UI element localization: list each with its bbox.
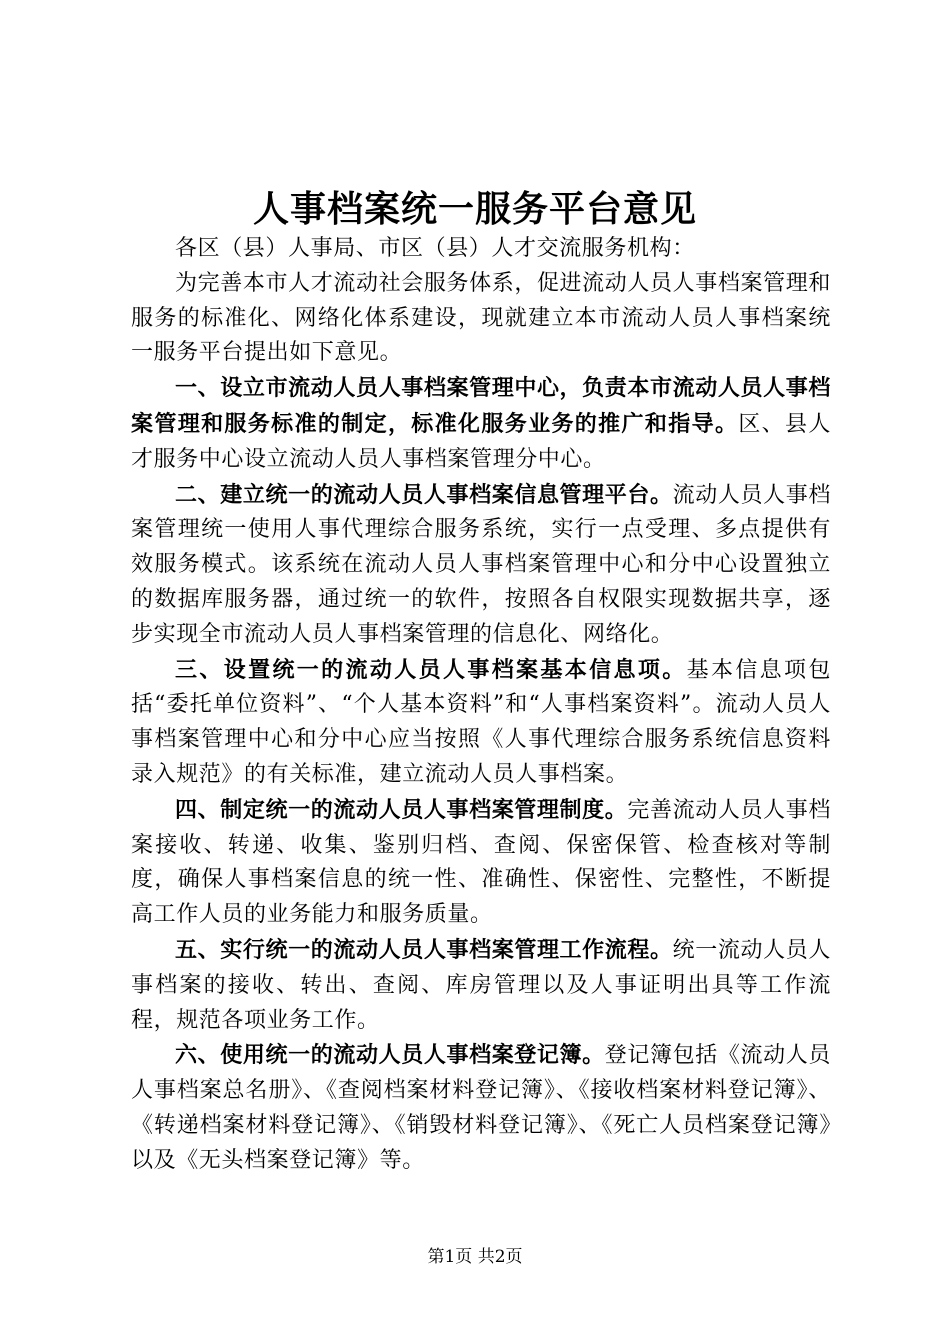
salutation: 各区（县）人事局、市区（县）人才交流服务机构：: [175, 236, 695, 261]
item-lead-1: 一、设立市流动人员人事档案管理中心，负责本市流动人员人事档案管理和服务标准的制定，标准化服务业务的推广和指导。: [131, 375, 831, 437]
item-paragraph-2: [131, 478, 831, 653]
item-paragraph-1: [131, 371, 831, 477]
item-lead-3: 三、设置统一的流动人员人事档案基本信息项。: [175, 656, 687, 683]
document-title: 人事档案统一服务平台意见: [252, 188, 697, 230]
item-paragraph-6: [131, 1038, 831, 1178]
intro-paragraph: 为完善本市人才流动社会服务体系，促进流动人员人事档案管理和服务的标准化、网络化体系建设，现就建立本市流动人员人事档案统一服务平台提出如下意见。: [131, 270, 831, 366]
item-paragraph-5: [131, 933, 831, 1038]
item-text-4: 完善流动人员人事档案接收、转递、收集、鉴别归档、查阅、保密保管、检查核对等制度，确保人事档案信息的统一性、准确性、保密性、完整性，不断提高工作人员的业务能力和服务质量。: [131, 797, 831, 928]
item-lead-4: 四、制定统一的流动人员人事档案管理制度。: [175, 796, 628, 823]
document-body: [131, 232, 831, 1179]
page-number-footer: 第1页 共2页: [427, 1247, 523, 1267]
item-lead-6: 六、使用统一的流动人员人事档案登记簿。: [175, 1042, 605, 1069]
item-text-1: 区、县人才服务中心设立流动人员人事档案管理分中心。: [131, 411, 831, 472]
item-text-2: 流动人员人事档案管理统一使用人事代理综合服务系统，实行一点受理、多点提供有效服务模式。该系统在流动人员人事档案管理中心和分中心设置独立的数据库服务器，通过统一的软件，按照各自权限实现数据共享，逐步实现全市流动人员人事档案管理的信息化、网络化。: [131, 482, 831, 647]
item-paragraph-3: [131, 653, 831, 793]
item-text-6: 登记簿包括《流动人员人事档案总名册》、《查阅档案材料登记簿》、《接收档案材料登记簿》、《转递档案材料登记簿》、《销毁材料登记簿》、《死亡人员档案登记簿》以及《无头档案登记簿》等。: [131, 1043, 831, 1173]
item-text-5: 统一流动人员人事档案的接收、转出、查阅、库房管理以及人事证明出具等工作流程，规范各项业务工作。: [131, 937, 831, 1033]
item-paragraph-4: [131, 793, 831, 933]
item-lead-5: 五、实行统一的流动人员人事档案管理工作流程。: [175, 936, 673, 963]
item-text-3: 基本信息项包括“委托单位资料”、“个人基本资料”和“人事档案资料”。流动人员人事档案管理中心和分中心应当按照《人事代理综合服务系统信息资料录入规范》的有关标准，建立流动人员人事档案。: [131, 657, 831, 787]
item-lead-2: 二、建立统一的流动人员人事档案信息管理平台。: [175, 481, 673, 508]
